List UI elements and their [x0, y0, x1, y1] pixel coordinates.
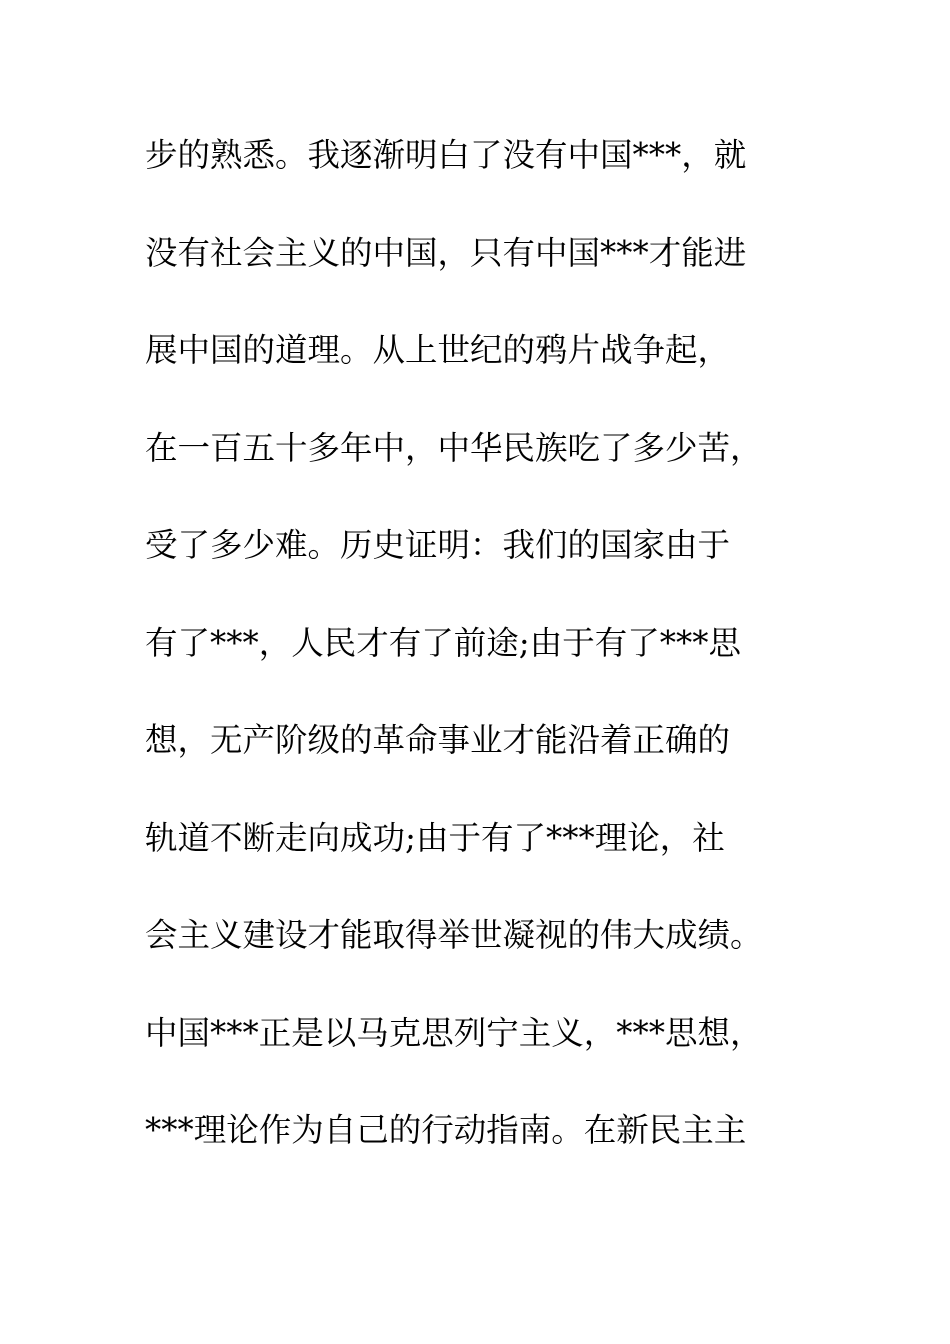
text-line: 有了***，人民才有了前途;由于有了***思 — [145, 623, 741, 662]
body-text — [145, 125, 825, 1198]
text-line: 展中国的道理。从上世纪的鸦片战争起， — [145, 331, 731, 369]
text-line: 受了多少难。历史证明：我们的国家由于 — [145, 526, 731, 564]
text-line: 中国***正是以马克思列宁主义，***思想， — [145, 1013, 763, 1052]
text-line: 步的熟悉。我逐渐明白了没有中国***，就 — [145, 136, 747, 174]
text-line: 会主义建设才能取得举世凝视的伟大成绩。 — [145, 916, 763, 954]
text-line: 在一百五十多年中，中华民族吃了多少苦， — [145, 428, 763, 467]
text-line: ***理论作为自己的行动指南。在新民主主 — [145, 1111, 747, 1149]
text-line: 没有社会主义的中国，只有中国***才能进 — [145, 233, 747, 272]
text-line: 轨道不断走向成功;由于有了***理论，社 — [145, 818, 725, 857]
text-line: 想，无产阶级的革命事业才能沿着正确的 — [145, 721, 731, 759]
